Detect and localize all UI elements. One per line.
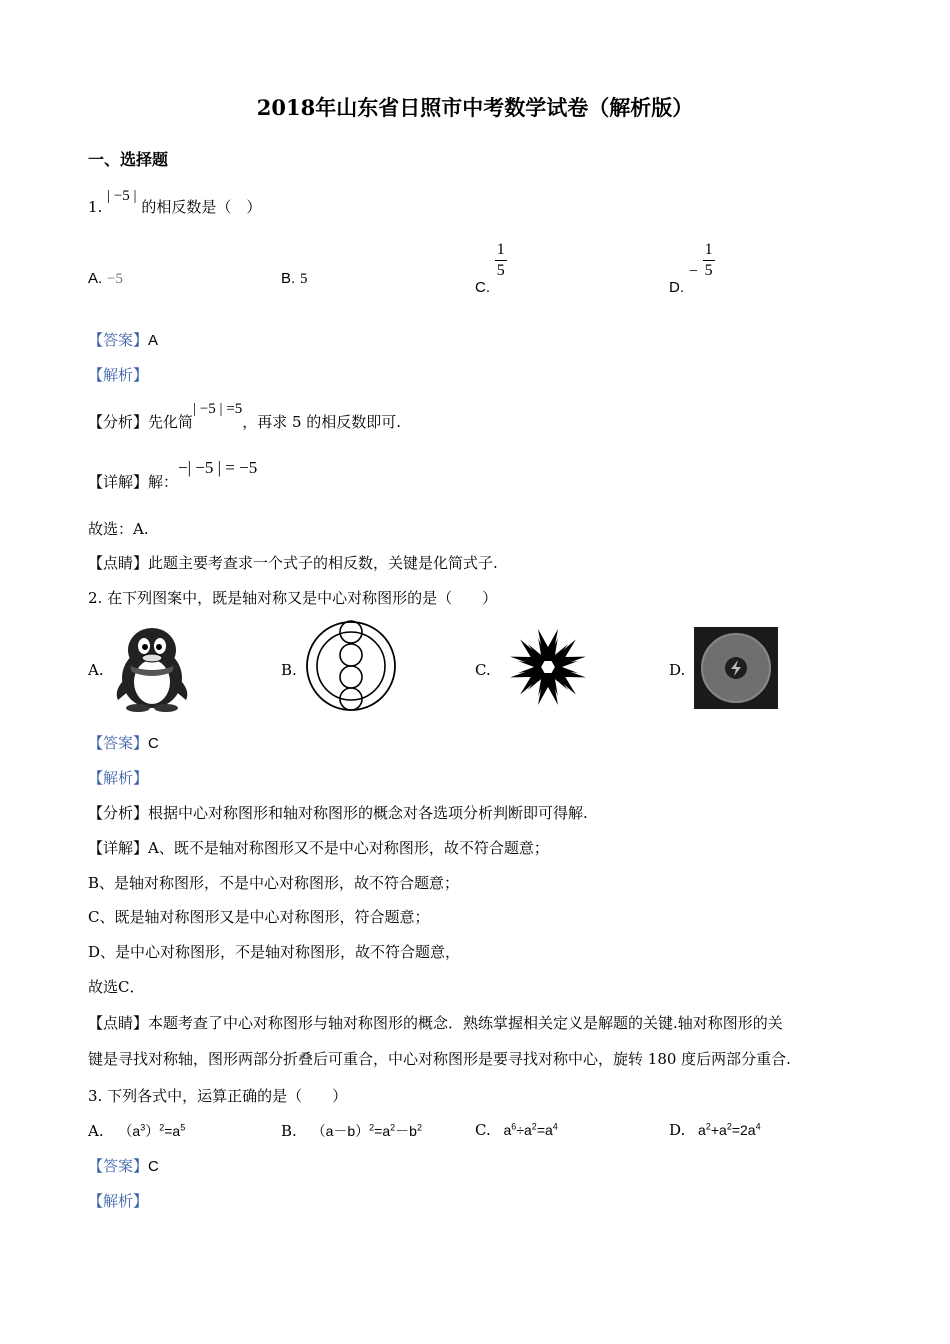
q2-option-a-label: A.	[88, 661, 104, 679]
expr-b: $(a-b)^2=a^2-b^2$	[311, 1122, 422, 1139]
section-heading: 一、选择题	[88, 150, 169, 169]
q1-fenxi: 【分析】先化简| −5 | =5，再求 5 的相反数即可.	[88, 401, 402, 431]
q2-analysis-tag: 【解析】	[88, 769, 149, 787]
expr-a: $(a^3)^2=a^5$	[118, 1122, 186, 1139]
q3-option-b: B. $(a-b)^2=a^2-b^2$	[281, 1122, 422, 1140]
circles-figure	[304, 619, 398, 713]
q2-option-c-label: C.	[475, 661, 491, 679]
q2-fenxi: 【分析】根据中心对称图形和轴对称图形的概念对各选项分析判断即可得解.	[88, 804, 588, 822]
q3-option-d: D. $a^2+a^2=2a^4$	[669, 1121, 761, 1139]
q1-option-c: C. $\frac{1}{5}$	[475, 241, 505, 296]
expr-d: $a^2+a^2=2a^4$	[698, 1121, 761, 1138]
star-burst-figure	[500, 624, 596, 710]
q3-option-c: C. $a^6\div a^2=a^4$	[475, 1121, 558, 1139]
q3-stem: 3. 下列各式中，运算正确的是（ ）	[88, 1087, 348, 1105]
q2-detail-d: D、是中心对称图形，不是轴对称图形，故不符合题意，	[88, 943, 461, 961]
fraction-one-fifth: $\frac{1}{5}$	[496, 241, 505, 279]
q2-detail-c: C、既是轴对称图形又是中心对称图形，符合题意；	[88, 908, 430, 926]
q1-number: 1.	[88, 198, 103, 216]
q2-answer: 【答案】C	[88, 734, 159, 752]
dark-disc-figure	[694, 627, 778, 709]
q3-option-a: A. $(a^3)^2=a^5$	[88, 1122, 186, 1140]
q2-detail-a: 【详解】A、既不是轴对称图形又不是中心对称图形，故不符合题意；	[88, 839, 549, 857]
q3-answer: 【答案】C	[88, 1157, 159, 1175]
q1-review: 【点睛】此题主要考查求一个式子的相反数，关键是化简式子.	[88, 554, 498, 572]
q2-choose: 故选C．	[88, 978, 145, 996]
q1-answer: 【答案】A	[88, 331, 159, 349]
q1-option-a: A. −5	[88, 270, 123, 287]
q1-choose: 故选：A.	[88, 520, 149, 538]
page-title: 2018年山东省日照市中考数学试卷（解析版）	[256, 95, 694, 120]
q1-abs-expression: | −5 |	[107, 188, 137, 204]
q1-analysis-tag: 【解析】	[88, 366, 149, 384]
q2-stem: 2. 在下列图案中，既是轴对称又是中心对称图形的是（ ）	[88, 589, 498, 607]
q2-option-d-label: D.	[669, 661, 686, 679]
math-abs-eq: | −5 | =5	[193, 401, 243, 417]
q2-detail-b: B、是轴对称图形，不是中心对称图形，故不符合题意；	[88, 874, 460, 892]
q2-review-line2: 键是寻找对称轴，图形两部分折叠后可重合，中心对称图形是要寻找对称中心，旋转 180 度后两部分重合.	[88, 1050, 791, 1068]
q1-option-b: B. 5	[281, 270, 308, 287]
q2-option-b-label: B.	[281, 661, 297, 679]
expr-c: $a^6\div a^2=a^4$	[503, 1121, 558, 1138]
q2-review-line1: 【点睛】本题考查了中心对称图形与轴对称图形的概念．熟练掌握相关定义是解题的关键.轴对称图形的关	[88, 1014, 783, 1032]
fraction-minus-one-fifth: $\frac{1}{5}$	[704, 241, 713, 279]
math-neg-abs: −| −5 | = −5	[178, 458, 258, 477]
q1-option-d: D. − $\frac{1}{5}$	[669, 241, 713, 296]
q1-detail: 【详解】解：−| −5 | = −5	[88, 458, 258, 491]
penguin-figure	[110, 620, 194, 712]
q1-stem	[88, 188, 262, 217]
q1-stem-text: 的相反数是（ ）	[141, 198, 262, 216]
q3-analysis-tag: 【解析】	[88, 1192, 149, 1210]
